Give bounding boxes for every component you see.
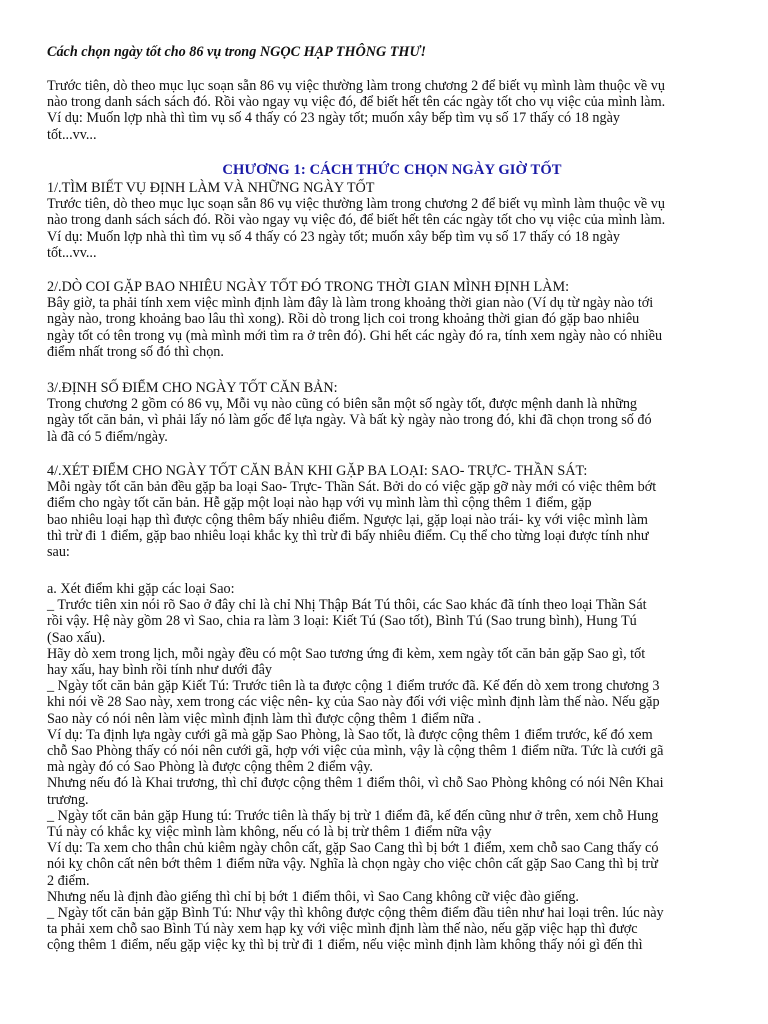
section-heading: 1/.TÌM BIẾT VỤ ĐỊNH LÀM VÀ NHỮNG NGÀY TỐT (47, 180, 375, 196)
text-line: nói kỵ chôn cất nên bớt thêm 1 điểm nữa vậy. Nghĩa là chọn ngày cho việc chôn cất gặp Sao Cang thì bị trừ (47, 856, 658, 873)
chapter-heading (47, 162, 737, 178)
subsection-heading: a. Xét điểm khi gặp các loại Sao: (47, 581, 235, 597)
text-line: ngày nào, trong khoảng bao lâu thì xong). Rồi dò trong lịch coi trong khoảng thời gian đó gặp bao nhiêu (47, 311, 640, 328)
text-line: ngày tốt căn bản, vì phải lấy nó làm gốc để lựa ngày. Và bất kỳ ngày nào trong đó, khi đã chọn trong số đó (47, 412, 652, 429)
text-line: Hãy dò xem trong lịch, mỗi ngày đều có một Sao tương ứng đi kèm, xem ngày tốt căn bản gặp Sao gì, tốt (47, 645, 646, 662)
text-line: Bây giờ, ta phải tính xem việc mình định làm đây là làm trong khoảng thời gian nào (Ví dụ từ ngày nào tới (47, 295, 654, 312)
text-line: tốt...vv... (47, 126, 97, 143)
text-line: Tú này có khắc kỵ việc mình làm không, nếu có là bị trừ thêm 1 điểm nữa vậy (47, 824, 492, 841)
text-line: chỗ Sao Phòng thấy có nói nên cưới gã, hợp với việc của mình, vậy là cộng thêm 1 điểm nữa. Tức là cưới gã (47, 743, 664, 760)
text-line: khi nói về 28 Sao này, xem trong các việc nên- kỵ của Sao này đối với việc mình định làm thế nào. Nếu gặp (47, 694, 660, 711)
text-line: _ Trước tiên xin nói rõ Sao ở đây chỉ là chỉ Nhị Thập Bát Tú thôi, các Sao khác đã tính theo loại Thần Sát (47, 597, 647, 614)
text-line: nào trong danh sách sách đó. Rồi vào ngay vụ việc đó, để biết hết tên các ngày tốt cho vụ việc của mình làm. (47, 212, 666, 229)
section-heading: 2/.DÒ COI GẶP BAO NHIÊU NGÀY TỐT ĐÓ TRONG THỜI GIAN MÌNH ĐỊNH LÀM: (47, 279, 570, 295)
text-line: trương. (47, 791, 89, 808)
section-3 (47, 380, 737, 445)
text-line: sau: (47, 544, 70, 561)
document-title (47, 44, 737, 60)
section-4a (47, 581, 737, 954)
text-line: ngày tốt có tên trong vụ (mà mình mới tìm ra ở trên đó). Ghi hết các ngày đó ra, tính xem ngày nào có nhiều (47, 327, 663, 344)
text-line: rồi vậy. Hệ này gồm 28 vì Sao, chia ra làm 3 loại: Kiết Tú (Sao tốt), Bình Tú (Sao trung bình), Hung Tú (47, 613, 637, 630)
text-line: _ Ngày tốt căn bản gặp Kiết Tú: Trước tiên là ta được cộng 1 điểm trước đã. Kế đến dò xem trong chương 3 (47, 678, 660, 695)
text-line: Ví dụ: Muốn lợp nhà thì tìm vụ số 4 thấy có 23 ngày tốt; muốn xây bếp tìm vụ số 17 thấy có 18 ngày (47, 228, 620, 245)
text-line: Trước tiên, dò theo mục lục soạn sẵn 86 vụ việc thường làm trong chương 2 để biết vụ mình làm thuộc về vụ (47, 196, 665, 213)
text-line: Trong chương 2 gồm có 86 vụ, Mỗi vụ nào cũng có biên sẵn một số ngày tốt, được mệnh danh là những (47, 396, 638, 413)
chapter-title: CHƯƠNG 1: CÁCH THỨC CHỌN NGÀY GIỜ TỐT (222, 162, 562, 178)
section-heading: 3/.ĐỊNH SỐ ĐIỂM CHO NGÀY TỐT CĂN BẢN: (47, 380, 338, 396)
section-4 (47, 463, 737, 560)
section-heading: 4/.XÉT ĐIỂM CHO NGÀY TỐT CĂN BẢN KHI GẶP BA LOẠI: SAO- TRỰC- THẦN SÁT: (47, 463, 588, 479)
text-line: nào trong danh sách sách đó. Rồi vào ngay vụ việc đó, để biết hết tên các ngày tốt cho vụ việc của mình làm. (47, 94, 666, 111)
text-line: là đã có 5 điểm/ngày. (47, 428, 168, 445)
text-line: Nhưng nếu đó là Khai trương, thì chỉ được cộng thêm 1 điểm thôi, vì chỗ Sao Phòng không có nói Nên Khai (47, 775, 664, 792)
intro-paragraph (47, 78, 737, 143)
text-line: Nhưng nếu là định đào giếng thì chỉ bị bớt 1 điểm thôi, vì Sao Cang không cữ việc đào giếng. (47, 888, 579, 905)
text-line: Trước tiên, dò theo mục lục soạn sẵn 86 vụ việc thường làm trong chương 2 để biết vụ mình làm thuộc về vụ (47, 78, 665, 94)
text-line: điểm nhất trong số đó thì chọn. (47, 343, 224, 360)
text-line: điểm cho ngày tốt căn bản. Hễ gặp một loại nào hạp với vụ mình làm thì cộng thêm 1 điểm, gặp (47, 495, 592, 512)
text-line: Ví dụ: Ta định lựa ngày cưới gã mà gặp Sao Phòng, là Sao tốt, là được cộng thêm 1 điểm trước, kế đó xem (47, 726, 653, 743)
section-1 (47, 180, 737, 261)
text-line: Ví dụ: Ta xem cho thân chủ kiêm ngày chôn cất, gặp Sao Cang thì bị bớt 1 điểm, xem chỗ sao Cang thấy có (47, 840, 659, 857)
text-line: cộng thêm 1 điểm, nếu gặp việc kỵ thì bị trừ đi 1 điểm, nếu việc mình định làm không thấy nói gì đến thì (47, 937, 643, 954)
text-line: mà ngày đó có Sao Phòng là được cộng thêm 2 điểm vậy. (47, 759, 373, 776)
text-line: thì trừ đi 1 điểm, gặp bao nhiêu loại khắc kỵ thì trừ đi bấy nhiêu điểm. Cụ thể cho từng loại được tính như (47, 527, 649, 544)
text-line: 2 điểm. (47, 872, 90, 889)
title-text: Cách chọn ngày tốt cho 86 vụ trong NGỌC HẠP THÔNG THƯ! (47, 44, 426, 60)
text-line: tốt...vv... (47, 244, 97, 261)
text-line: (Sao xấu). (47, 629, 106, 646)
text-line: _ Ngày tốt căn bản gặp Bình Tú: Như vậy thì không được cộng thêm điểm đầu tiên như hai loại trên. lúc này (47, 905, 664, 922)
text-line: hay xấu, hay bình rồi tính như dưới đây (47, 662, 273, 679)
text-line: bao nhiêu loại hạp thì được cộng thêm bấy nhiêu điểm. Ngược lại, gặp loại nào trái- kỵ với việc mình làm (47, 511, 648, 528)
text-line: Ví dụ: Muốn lợp nhà thì tìm vụ số 4 thấy có 23 ngày tốt; muốn xây bếp tìm vụ số 17 thấy có 18 ngày (47, 110, 620, 127)
text-line: Mỗi ngày tốt căn bản đều gặp ba loại Sao- Trực- Thần Sát. Bởi do có việc gặp gỡ này mới có việc thêm bớt (47, 479, 657, 496)
section-2 (47, 279, 737, 360)
text-line: _ Ngày tốt căn bản gặp Hung tú: Trước tiên là thấy bị trừ 1 điểm đã, kế đến cũng như ở trên, xem chỗ Hung (47, 807, 659, 824)
text-line: Sao này có nói nên làm việc mình định làm thì được cộng thêm 1 điểm nữa . (47, 710, 482, 727)
text-line: ta phải xem chỗ sao Bình Tú này xem hạp kỵ với việc mình định làm thế nào, nếu gặp việc hạp thì được (47, 921, 638, 938)
